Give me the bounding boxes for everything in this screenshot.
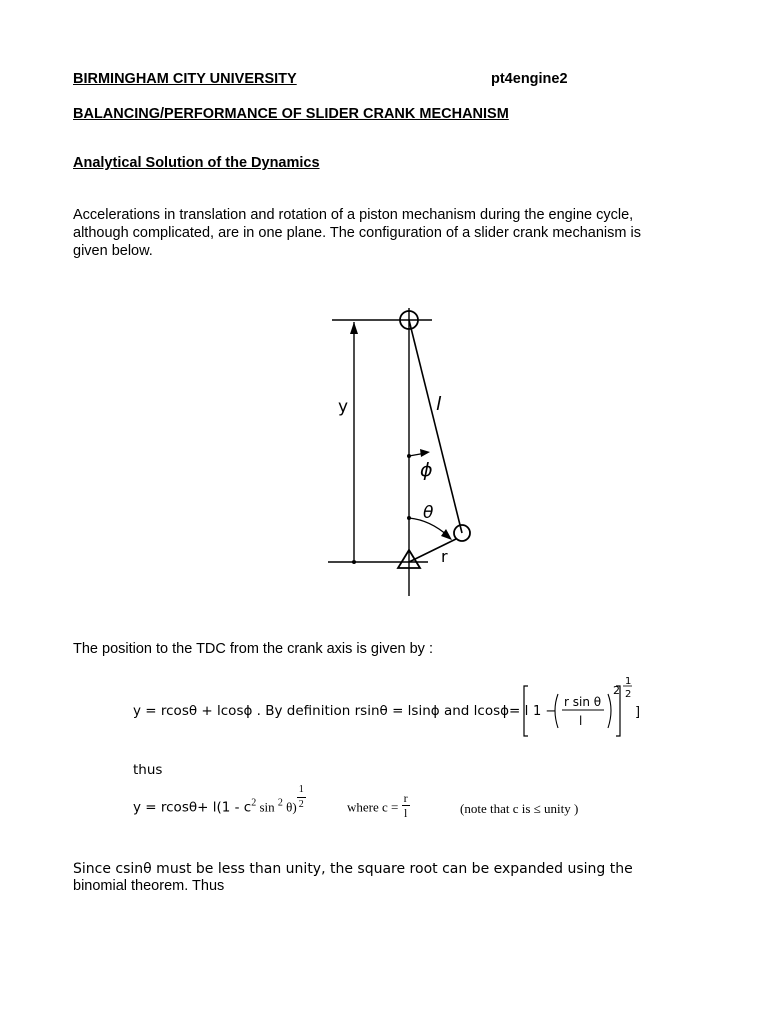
label-y: y bbox=[338, 397, 349, 417]
slider-crank-diagram bbox=[320, 300, 480, 600]
intro-paragraph: Accelerations in translation and rotation of a piston mechanism during the engine cycle, although complicated, are in one plane. The configuration of a slider crank mechanism is given below. bbox=[73, 207, 641, 259]
svg-text:l: l bbox=[579, 714, 583, 728]
label-r: r bbox=[441, 547, 448, 566]
equation-1-lhs: y = rcosθ + lcosϕ . By definition rsinθ = lsinϕ and lcosϕ= l bbox=[133, 703, 529, 719]
svg-text:2: 2 bbox=[625, 689, 632, 700]
position-text: The position to the TDC from the crank axis is given by : bbox=[73, 641, 433, 657]
equation-1-bracket bbox=[512, 672, 652, 740]
thus-label: thus bbox=[133, 762, 163, 778]
page-title: BALANCING/PERFORMANCE OF SLIDER CRANK MECHANISM bbox=[73, 106, 509, 122]
y-arrow-top bbox=[350, 322, 358, 334]
closing-line-2: binomial theorem. Thus bbox=[73, 878, 225, 894]
svg-text:]: ] bbox=[635, 705, 641, 720]
label-phi: ϕ bbox=[420, 459, 433, 481]
section-heading: Analytical Solution of the Dynamics bbox=[73, 155, 320, 171]
document-code: pt4engine2 bbox=[491, 71, 568, 87]
connecting-rod bbox=[409, 320, 462, 533]
equation-2-note: (note that c is ≤ unity ) bbox=[460, 801, 579, 816]
svg-text:1 −: 1 − bbox=[533, 704, 557, 719]
svg-text:1: 1 bbox=[625, 676, 632, 687]
crank-arm bbox=[409, 539, 456, 562]
label-theta: θ bbox=[423, 503, 434, 523]
equation-2: $y = rcos\theta+ l(1 - c^2$ sin $^2$ θ) $\frac{1}{2}$ bbox=[133, 784, 304, 816]
university-name: BIRMINGHAM CITY UNIVERSITY bbox=[73, 71, 297, 87]
closing-line-1: Since csinθ must be less than unity, the square root can be expanded using the bbox=[73, 861, 633, 877]
label-l: l bbox=[436, 393, 442, 415]
equation-2-where: where c = $\frac{r}{l}$ bbox=[347, 791, 408, 820]
svg-text:r sin θ: r sin θ bbox=[564, 695, 602, 709]
svg-text:2: 2 bbox=[613, 684, 620, 697]
